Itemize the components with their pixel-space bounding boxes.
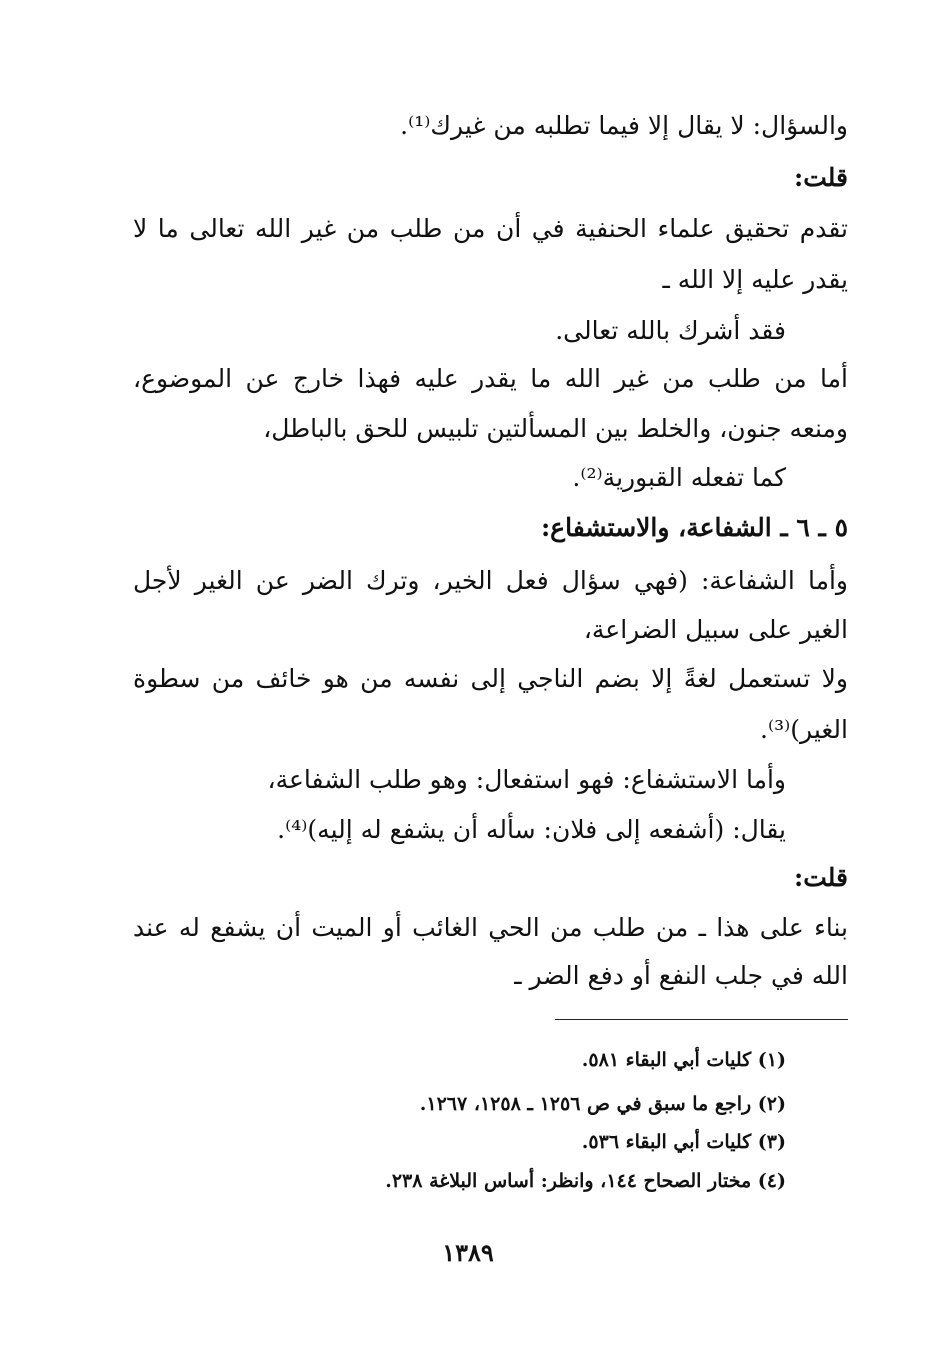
body-line: كما تفعله القبورية⁽²⁾.	[572, 463, 786, 492]
section-heading: قلت:	[793, 163, 848, 192]
body-line: وأما الاستشفاع: فهو استفعال: وهو طلب الشفاعة،	[267, 765, 786, 794]
body-line: يقدر عليه إلا الله ـ	[662, 265, 848, 294]
page-number: ١٣٨٩	[442, 1238, 494, 1267]
body-line: أما من طلب من غير الله ما يقدر عليه فهذا خارج عن الموضوع،	[133, 364, 848, 393]
body-line: والسؤال: لا يقال إلا فيما تطلبه من غيرك⁽¹⁾.	[400, 111, 848, 140]
footnote: (٤) مختار الصحاح ١٤٤، وانظر: أساس البلاغة ٢٣٨.	[385, 1170, 786, 1192]
footnote: (١) كليات أبي البقاء ٥٨١.	[581, 1049, 786, 1071]
section-heading: ٥ ـ ٦ ـ الشفاعة، والاستشفاع:	[540, 513, 848, 542]
body-line: الله في جلب النفع أو دفع الضر ـ	[514, 961, 848, 990]
body-line: تقدم تحقيق علماء الحنفية في أن من طلب من غير الله تعالى ما لا	[133, 214, 848, 243]
body-line: فقد أشرك بالله تعالى.	[555, 316, 786, 345]
body-line: الغير)⁽³⁾.	[760, 715, 848, 744]
section-heading: قلت:	[793, 863, 848, 892]
body-line: بناء على هذا ـ من طلب من الحي الغائب أو الميت أن يشفع له عند	[133, 913, 848, 942]
footnote: (٣) كليات أبي البقاء ٥٣٦.	[581, 1131, 786, 1153]
body-line: الغير على سبيل الضراعة،	[583, 615, 848, 644]
body-line: ولا تستعمل لغةً إلا بضم الناجي إلى نفسه من هو خائف من سطوة	[133, 664, 848, 693]
body-line: ومنعه جنون، والخلط بين المسألتين تلبيس للحق بالباطل،	[263, 414, 848, 443]
footnote-separator	[555, 1019, 848, 1020]
footnote: (٢) راجع ما سبق في ص ١٢٥٦ ـ ١٢٥٨، ١٢٦٧.	[419, 1093, 786, 1115]
body-line: يقال: (أشفعه إلى فلان: سأله أن يشفع له إليه)⁽⁴⁾.	[277, 815, 786, 844]
body-line: وأما الشفاعة: (فهي سؤال فعل الخير، وترك الضر عن الغير لأجل	[133, 566, 848, 595]
